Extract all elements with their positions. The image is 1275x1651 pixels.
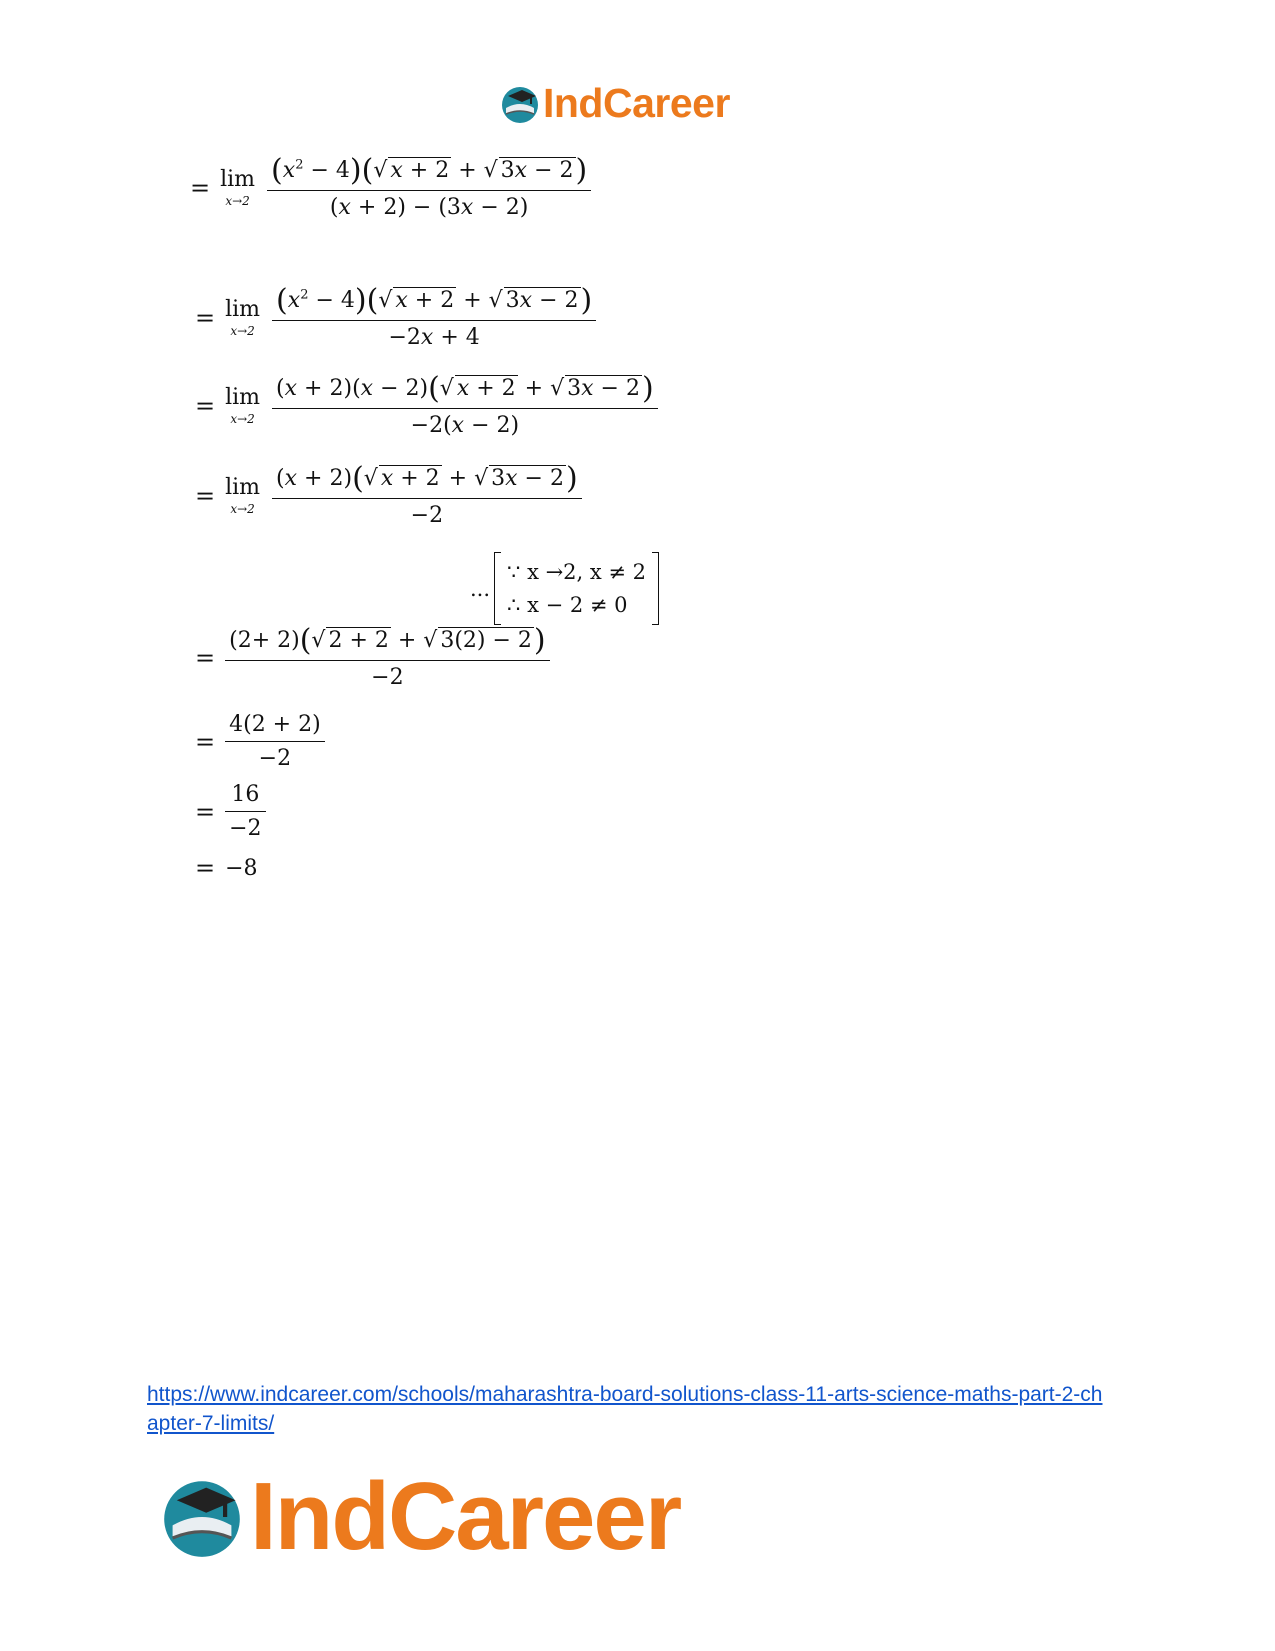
indcareer-globe-icon xyxy=(160,1475,244,1559)
source-link[interactable]: https://www.indcareer.com/schools/maharashtra-board-solutions-class-11-arts-science-maths-part-2-chapter-7-limits/ xyxy=(147,1383,1103,1435)
step-6: = $\frac{4(2 + 2)}{-2}$ xyxy=(195,712,325,771)
step-2: = lim x→2 $\frac{(x^2 - 4)(√ x + 2 + √ 3x - 2)}{-2x + 4}$ xyxy=(195,286,596,350)
footer-logo-text: IndCareer xyxy=(250,1463,681,1570)
fraction: $\frac{(2+ 2)(√ 2 + 2 + √ 3(2) - 2)}{-2}$ xyxy=(225,626,550,690)
indcareer-globe-icon xyxy=(500,84,540,124)
reason-bracket xyxy=(494,552,659,625)
fraction: $\frac{16}{-2}$ xyxy=(225,782,265,841)
limit-operator: lim x→2 xyxy=(220,167,256,208)
footer-logo xyxy=(160,1462,680,1572)
limit-operator: lim x→2 xyxy=(225,297,261,338)
fraction: $\frac{(x + 2)(√ x + 2 + √ 3x - 2)}{-2}$ xyxy=(272,464,582,528)
header-logo xyxy=(500,80,730,127)
reason-note xyxy=(470,552,659,625)
step-7: = $\frac{16}{-2}$ xyxy=(195,782,266,841)
reason-line-2: ∴ x − 2 ≠ 0 xyxy=(507,592,628,617)
step-5: = $\frac{(2+ 2)(√ 2 + 2 + √ 3(2) - 2)}{-2}$ xyxy=(195,626,550,690)
step-3: = lim x→2 $\frac{(x + 2)(x - 2)(√ x + 2 + √ 3x - 2)}{-2(x - 2)}$ xyxy=(195,374,658,438)
step-1: = lim x→2 $\frac{(x^2 - 4)(√ x + 2 + √ 3x - 2)}{(x + 2) - (3x - 2)}$ xyxy=(190,156,591,220)
limit-operator: lim x→2 xyxy=(225,475,261,516)
reason-dots: ... xyxy=(470,576,491,601)
header-logo-text: IndCareer xyxy=(543,80,730,126)
fraction: $\frac{(x^2 - 4)(√ x + 2 + √ 3x - 2)}{(x + 2) - (3x - 2)}$ xyxy=(267,156,591,220)
reason-line-1: ∵ x →2, x ≠ 2 xyxy=(507,560,647,584)
fraction: $\frac{(x^2 - 4)(√ x + 2 + √ 3x - 2)}{-2x + 4}$ xyxy=(272,286,596,350)
limit-operator: lim x→2 xyxy=(225,385,261,426)
step-4: = lim x→2 $\frac{(x + 2)(√ x + 2 + √ 3x - 2)}{-2}$ xyxy=(195,464,582,528)
step-8-result: = −8 xyxy=(195,854,258,882)
fraction: $\frac{4(2 + 2)}{-2}$ xyxy=(225,712,325,771)
fraction: $\frac{(x + 2)(x - 2)(√ x + 2 + √ 3x - 2)}{-2(x - 2)}$ xyxy=(272,374,658,438)
